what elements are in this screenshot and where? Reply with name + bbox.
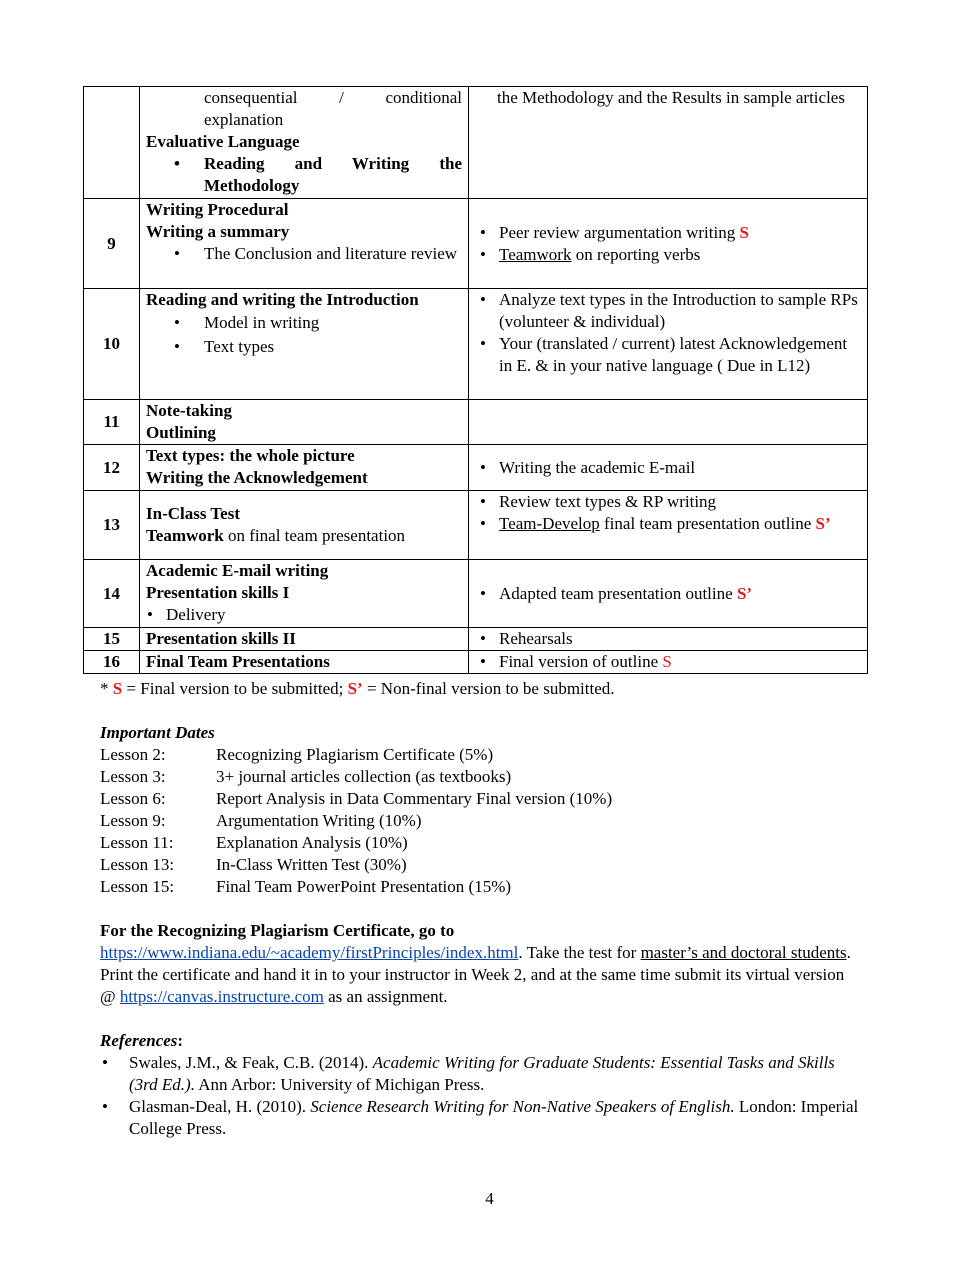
date-item: Argumentation Writing (10%) — [216, 811, 422, 830]
lesson-number: 12 — [84, 445, 140, 491]
submission-mark: S’ — [815, 514, 831, 533]
date-item: Report Analysis in Data Commentary Final version (10%) — [216, 789, 613, 808]
task-cell — [469, 560, 868, 628]
date-lesson: Lesson 11: — [100, 833, 174, 852]
lesson-number: 13 — [84, 491, 140, 560]
submission-mark: S’ — [347, 679, 363, 698]
table-row — [84, 491, 868, 560]
topic-cell — [140, 199, 469, 289]
task-text: Your (translated / current) latest Acknowledgement in E. & in your native language ( Due in L12) — [499, 334, 848, 375]
reference-title: Science Research Writing for Non-Native Speakers of English. — [310, 1097, 735, 1116]
task-bullet — [479, 628, 861, 650]
date-lesson: Lesson 2: — [100, 745, 166, 764]
bullet-text: • Reading and Writing the Methodology — [204, 154, 462, 195]
date-row — [100, 766, 612, 788]
task-cell — [469, 491, 868, 560]
topic-heading: Writing Procedural — [146, 200, 289, 219]
date-lesson: Lesson 15: — [100, 877, 175, 896]
reference-title: Academic Writing for Graduate Students: Essential Tasks and Skills (3rd Ed.). — [129, 1053, 835, 1094]
date-lesson: Lesson 13: — [100, 855, 175, 874]
table-row — [84, 289, 868, 400]
task-bullet — [479, 222, 861, 244]
topic-heading: Outlining — [146, 423, 216, 442]
reference-publisher: Ann Arbor: University of Michigan Press. — [194, 1075, 485, 1094]
date-row — [100, 810, 612, 832]
lesson-number: 9 — [84, 199, 140, 289]
topic-text: consequential — [204, 88, 298, 107]
task-text: Rehearsals — [499, 629, 573, 648]
task-cell — [469, 400, 868, 445]
topic-heading: Presentation skills II — [140, 628, 469, 651]
lesson-number-cell — [84, 87, 140, 199]
date-item: 3+ journal articles collection (as textbooks) — [216, 767, 512, 786]
paragraph-text: . Print the certificate and hand it in to your instructor in Week 2, and at the same time submit its virtual version @ — [100, 943, 851, 1006]
lesson-number: 11 — [84, 400, 140, 445]
task-cell — [469, 87, 868, 199]
reference-author: Swales, J.M., & Feak, C.B. (2014). — [129, 1053, 373, 1072]
section-heading: References — [100, 1031, 178, 1050]
canvas-link[interactable]: https://canvas.instructure.com — [119, 987, 324, 1006]
table-row — [84, 87, 868, 199]
date-item: In-Class Written Test (30%) — [216, 855, 407, 874]
topic-heading: Teamwork — [146, 526, 224, 545]
topic-bullet — [166, 335, 462, 359]
date-row — [100, 876, 612, 898]
task-cell — [469, 651, 868, 674]
plagiarism-test-link[interactable]: https://www.indiana.edu/~academy/firstPrinciples/index.html — [100, 943, 519, 962]
topic-text: on final team presentation — [223, 526, 406, 545]
certificate-paragraph — [100, 942, 860, 1008]
task-cell — [469, 289, 868, 400]
task-text: on reporting verbs — [571, 244, 701, 264]
table-row — [84, 628, 868, 651]
paragraph-text: as an assignment. — [323, 987, 448, 1006]
task-text: Peer review argumentation writing — [499, 222, 740, 242]
important-dates-section — [100, 722, 612, 898]
task-bullet — [479, 491, 861, 513]
page-number: 4 — [485, 1189, 494, 1208]
table-row — [84, 199, 868, 289]
task-cell — [469, 199, 868, 289]
section-heading: For the Recognizing Plagiarism Certificate, go to — [100, 921, 455, 940]
date-item: Final Team PowerPoint Presentation (15%) — [216, 877, 512, 896]
topic-cell — [140, 289, 469, 400]
task-cell — [469, 628, 868, 651]
footnote-text: = Final version to be submitted; — [122, 679, 348, 698]
task-cell — [469, 445, 868, 491]
date-item: Recognizing Plagiarism Certificate (5%) — [216, 745, 494, 764]
topic-heading: Text types: the whole picture — [146, 446, 355, 465]
topic-cell — [140, 400, 469, 445]
topic-heading: Writing the Acknowledgement — [146, 468, 368, 487]
topic-heading: Note-taking — [146, 401, 232, 420]
topic-text: / — [339, 88, 344, 107]
submission-mark: S — [112, 679, 123, 698]
topic-heading: Writing a summary — [146, 222, 290, 241]
date-row — [100, 744, 612, 766]
date-lesson: Lesson 9: — [100, 811, 166, 830]
table-footnote — [100, 678, 615, 700]
task-text: Adapted team presentation outline — [499, 583, 737, 603]
topic-heading: Presentation skills I — [146, 583, 290, 602]
topic-bullet — [166, 243, 462, 265]
certificate-section — [100, 920, 860, 1008]
submission-mark: S’ — [736, 583, 753, 603]
task-text: Analyze text types in the Introduction to sample RPs (volunteer & individual) — [499, 290, 858, 331]
paragraph-text: . Take the test for — [518, 943, 641, 962]
task-bullet — [479, 513, 861, 535]
task-underlined: Teamwork — [499, 244, 572, 264]
bullet-text: Text types — [204, 337, 275, 356]
task-bullet — [479, 651, 861, 673]
topic-text: conditional — [385, 88, 462, 107]
task-text: the Methodology and the Results in sample articles — [497, 88, 845, 107]
task-bullet — [479, 333, 861, 377]
submission-mark: S — [662, 652, 672, 671]
table-row — [84, 651, 868, 674]
topic-bullet — [166, 311, 462, 335]
reference-item — [100, 1096, 860, 1140]
date-row — [100, 832, 612, 854]
task-text: final team presentation outline — [599, 514, 816, 533]
topic-heading: Evaluative Language — [146, 132, 300, 151]
task-underlined: Team-Develop — [499, 514, 600, 533]
topic-bullet — [146, 604, 462, 626]
task-bullet — [479, 583, 861, 605]
footnote-star: * — [100, 679, 113, 698]
task-bullet — [479, 289, 861, 333]
references-section — [100, 1030, 860, 1140]
table-row — [84, 560, 868, 628]
topic-text: explanation — [204, 110, 284, 129]
reference-author: Glasman-Deal, H. (2010). — [129, 1097, 311, 1116]
topic-bullet — [166, 153, 462, 197]
task-text: Final version of outline — [499, 652, 663, 671]
lesson-number: 10 — [84, 289, 140, 400]
course-schedule-table — [83, 86, 868, 674]
task-text: Review text types & RP writing — [499, 492, 717, 511]
heading-colon: : — [177, 1031, 184, 1050]
topic-heading: Reading and writing the Introduction — [146, 290, 419, 309]
topic-cell — [140, 87, 469, 199]
date-lesson: Lesson 3: — [100, 767, 166, 786]
topic-cell — [140, 491, 469, 560]
date-row — [100, 854, 612, 876]
footnote-text: = Non-final version to be submitted. — [362, 679, 615, 698]
topic-cell — [140, 560, 469, 628]
reference-item — [100, 1052, 860, 1096]
table-row — [84, 445, 868, 491]
topic-heading: Academic E-mail writing — [146, 561, 329, 580]
submission-mark: S — [739, 222, 749, 242]
task-bullet — [479, 457, 861, 479]
bullet-text: Model in writing — [204, 313, 320, 332]
date-item: Explanation Analysis (10%) — [216, 833, 408, 852]
bullet-text: The Conclusion and literature review — [204, 244, 458, 263]
lesson-number: 16 — [84, 651, 140, 674]
lesson-number: 15 — [84, 628, 140, 651]
reference-publisher: London: Imperial College Press. — [129, 1097, 859, 1138]
underlined-text: master’s and doctoral students — [640, 943, 847, 962]
section-heading: Important Dates — [100, 723, 215, 742]
topic-heading: Final Team Presentations — [140, 651, 469, 674]
topic-cell — [140, 445, 469, 491]
bullet-text: Delivery — [166, 605, 226, 624]
date-row — [100, 788, 612, 810]
table-row — [84, 400, 868, 445]
date-lesson: Lesson 6: — [100, 789, 166, 808]
task-bullet — [479, 244, 861, 266]
task-text: Writing the academic E-mail — [499, 457, 696, 477]
lesson-number: 14 — [84, 560, 140, 628]
topic-heading: In-Class Test — [146, 504, 241, 523]
